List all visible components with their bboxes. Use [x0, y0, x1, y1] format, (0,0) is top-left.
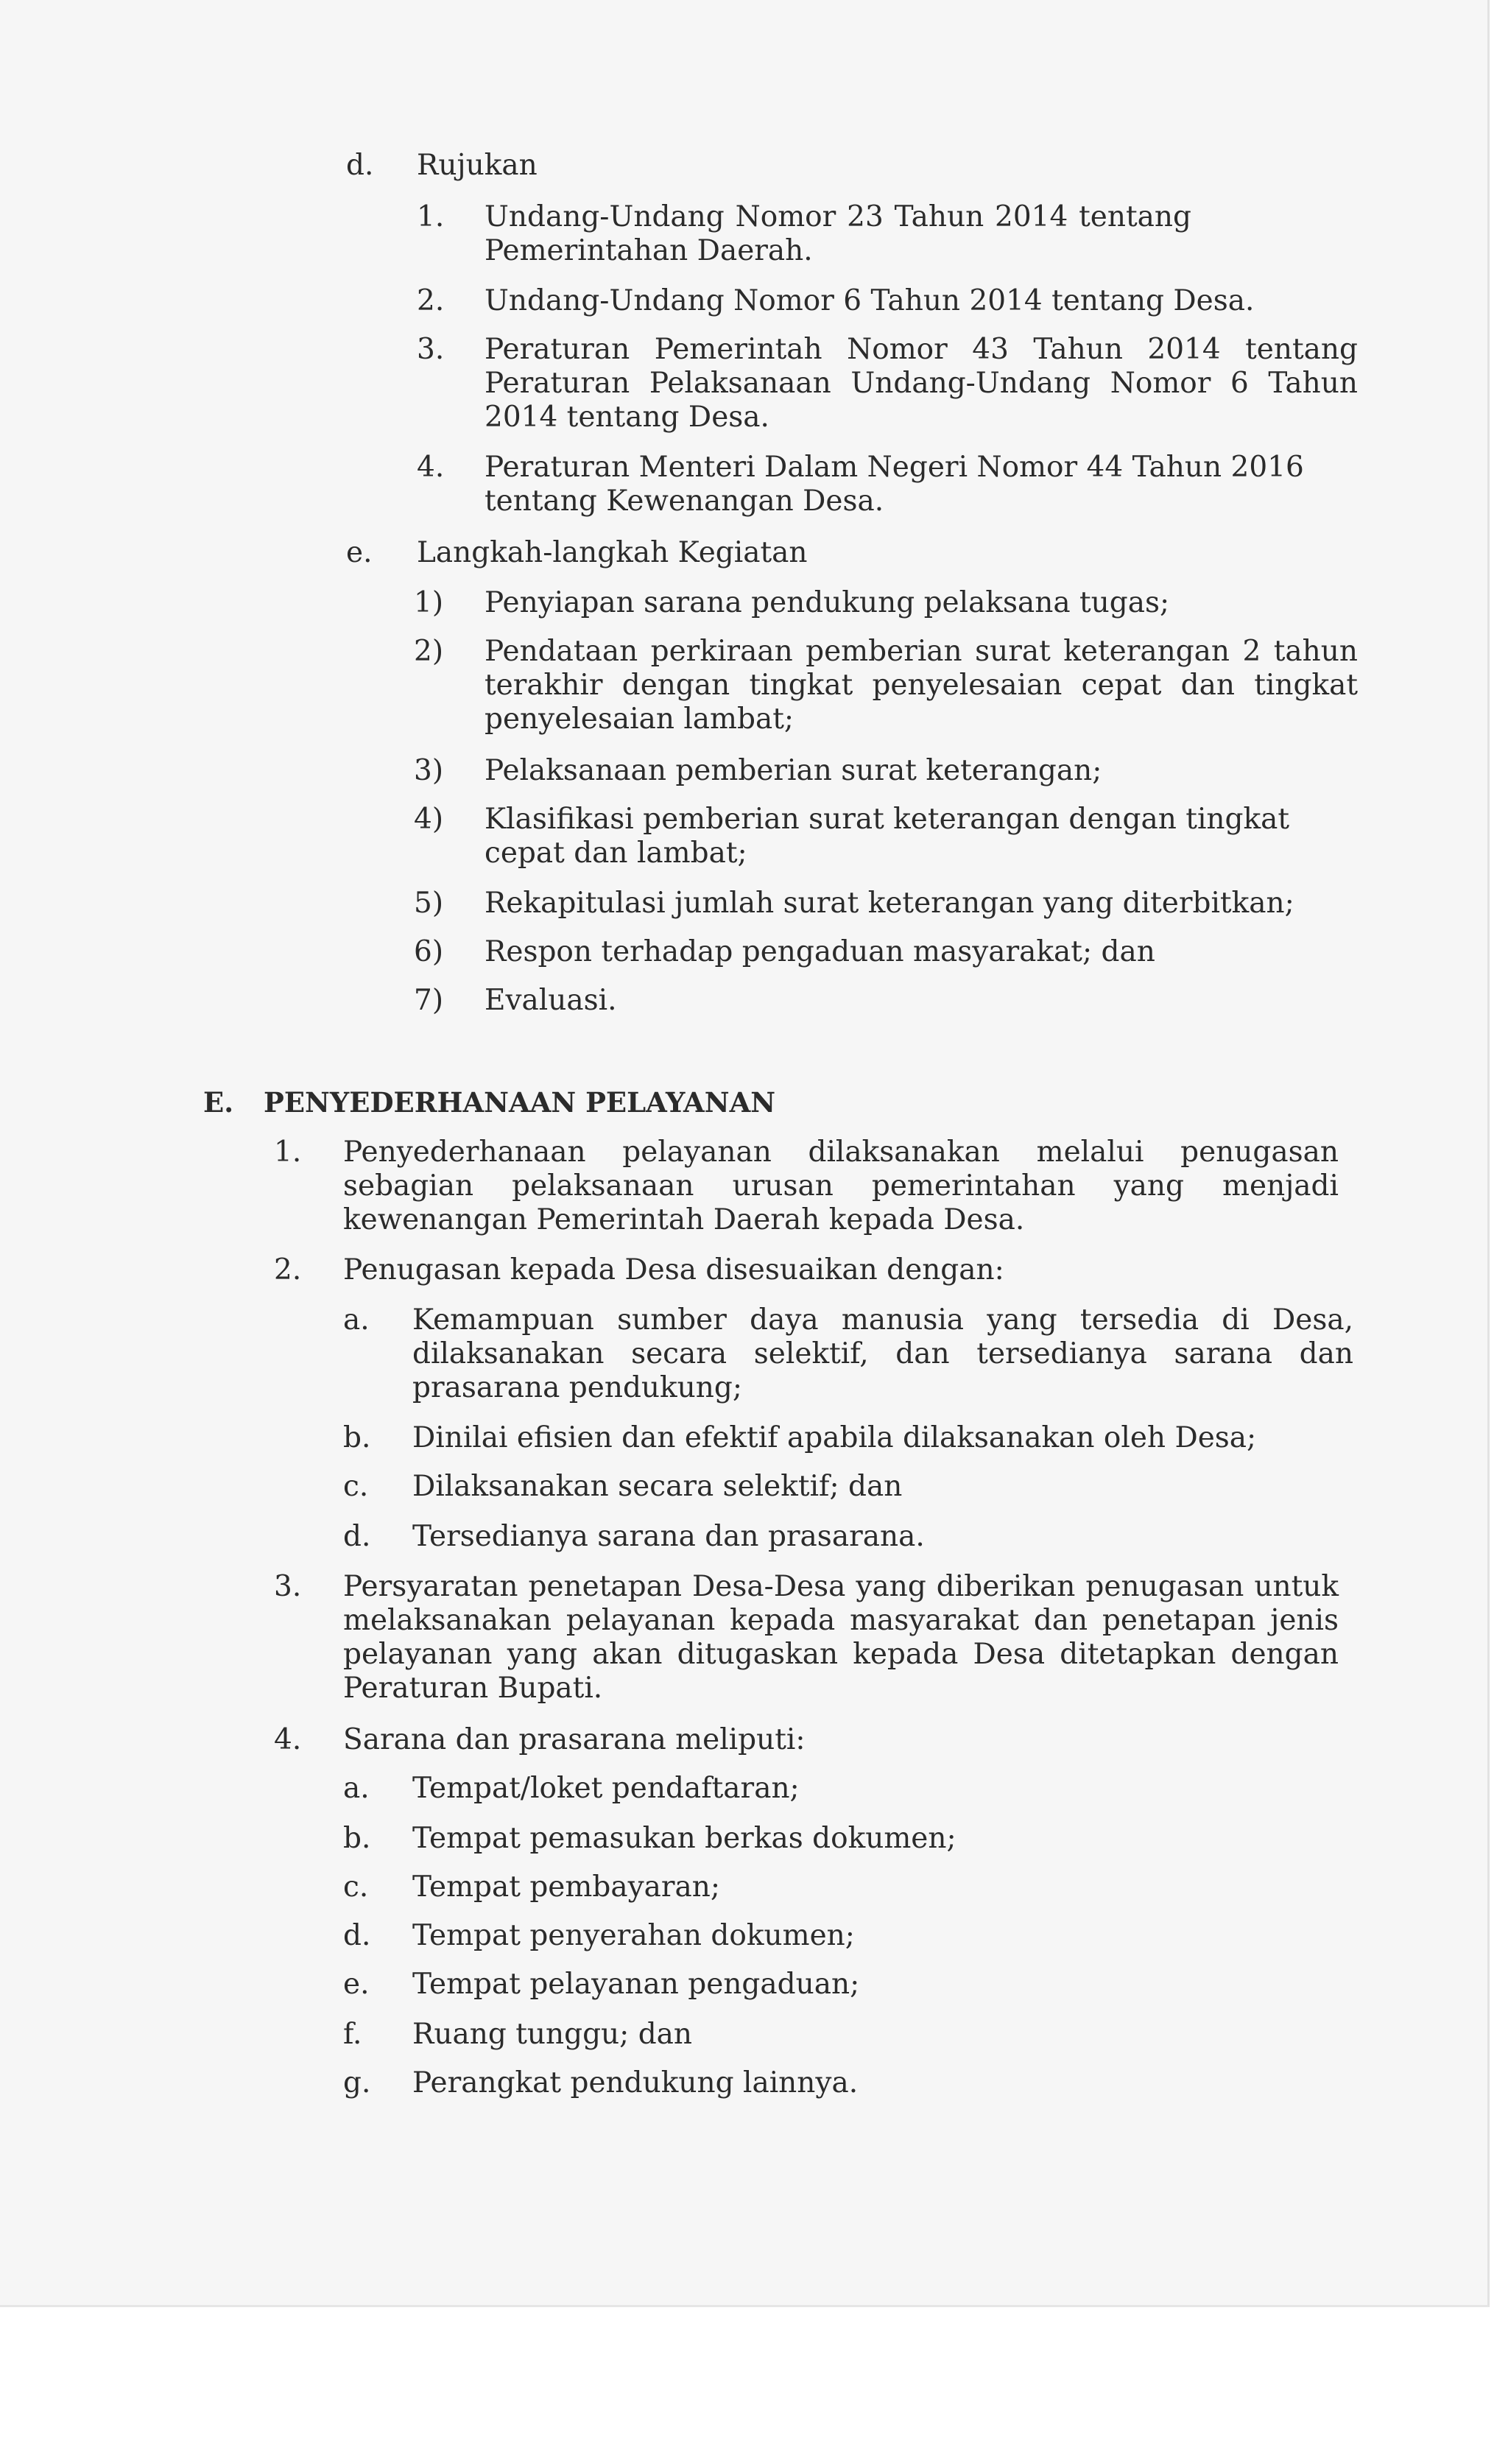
list-item-number: 3.: [417, 333, 445, 366]
list-item-number: 4.: [274, 1723, 302, 1756]
list-item-number: 3.: [274, 1570, 302, 1603]
list-item-number: c.: [343, 1870, 369, 1904]
list-item-text: Rekapitulasi jumlah surat keterangan yang diterbitkan;: [485, 887, 1294, 920]
list-item-number: e.: [343, 1968, 370, 2001]
list-item-text: Evaluasi.: [485, 984, 617, 1017]
list-item-text: Klasifikasi pemberian surat keterangan dengan tingkat cepat dan lambat;: [485, 803, 1290, 870]
list-item-text: Perangkat pendukung lainnya.: [412, 2066, 859, 2099]
list-item-text: Undang-Undang Nomor 23 Tahun 2014 tentang Pemerintahan Daerah.: [485, 200, 1191, 267]
list-item-text: Tempat pelayanan pengaduan;: [412, 1968, 860, 2001]
section-e-title: Langkah-langkah Kegiatan: [417, 536, 808, 569]
list-item-text: Ruang tunggu; dan: [412, 2018, 693, 2051]
list-item-number: d.: [343, 1520, 371, 1553]
list-item-number: d.: [343, 1919, 371, 1952]
list-item-text: Respon terhadap pengaduan masyarakat; dan: [485, 935, 1155, 968]
section-E-title: PENYEDERHANAAN PELAYANAN: [264, 1086, 776, 1119]
list-item-text: Dinilai efisien dan efektif apabila dilaksanakan oleh Desa;: [412, 1421, 1257, 1454]
list-item-number: 1.: [417, 200, 445, 233]
section-d-label: d.: [346, 149, 374, 182]
list-item-text: Sarana dan prasarana meliputi:: [343, 1723, 806, 1756]
section-e-label: e.: [346, 536, 373, 569]
list-item-number: 1.: [274, 1136, 302, 1169]
list-item-number: 7): [414, 984, 444, 1017]
list-item-number: 2): [414, 635, 444, 668]
list-item-number: 3): [414, 754, 444, 787]
list-item-text: Tersedianya sarana dan prasarana.: [412, 1520, 925, 1553]
list-item-text: Undang-Undang Nomor 6 Tahun 2014 tentang Desa.: [485, 284, 1255, 317]
section-E-label: E.: [203, 1086, 234, 1119]
list-item-number: a.: [343, 1303, 370, 1337]
section-d-title: Rujukan: [417, 149, 538, 182]
list-item-text: Pendataan perkiraan pemberian surat keterangan 2 tahun terakhir dengan tingkat penyelesaian cepat dan tingkat penyelesaian lambat;: [485, 635, 1358, 736]
list-item-text: Kemampuan sumber daya manusia yang tersedia di Desa, dilaksanakan secara selektif, dan tersedianya sarana dan prasarana pendukung;: [412, 1303, 1353, 1404]
list-item-number: 4.: [417, 451, 445, 484]
list-item-number: 4): [414, 803, 444, 836]
list-item-text: Penugasan kepada Desa disesuaikan dengan:: [343, 1253, 1004, 1286]
list-item-text: Tempat/loket pendaftaran;: [412, 1772, 800, 1805]
list-item-number: 5): [414, 887, 444, 920]
list-item-text: Dilaksanakan secara selektif; dan: [412, 1470, 903, 1503]
list-item-text: Peraturan Pemerintah Nomor 43 Tahun 2014 tentang Peraturan Pelaksanaan Undang-Undang Nomor 6 Tahun 2014 tentang Desa.: [485, 333, 1358, 434]
list-item-number: c.: [343, 1470, 369, 1503]
list-item-text: Tempat penyerahan dokumen;: [412, 1919, 855, 1952]
list-item-text: Peraturan Menteri Dalam Negeri Nomor 44 Tahun 2016 tentang Kewenangan Desa.: [485, 451, 1304, 518]
list-item-number: a.: [343, 1772, 370, 1805]
list-item-number: f.: [343, 2018, 362, 2051]
list-item-text: Penyiapan sarana pendukung pelaksana tugas;: [485, 586, 1170, 619]
list-item-text: Penyederhanaan pelayanan dilaksanakan melalui penugasan sebagian pelaksanaan urusan pemerintahan yang menjadi kewenangan Pemerintah Daerah kepada Desa.: [343, 1136, 1339, 1236]
list-item-number: 2.: [417, 284, 445, 317]
list-item-text: Tempat pemasukan berkas dokumen;: [412, 1822, 956, 1855]
list-item-text: Persyaratan penetapan Desa-Desa yang diberikan penugasan untuk melaksanakan pelayanan kepada masyarakat dan penetapan jenis pelayanan yang akan ditugaskan kepada Desa ditetapkan dengan Peraturan Bupati.: [343, 1570, 1339, 1705]
list-item-number: 1): [414, 586, 444, 619]
list-item-number: b.: [343, 1421, 371, 1454]
list-item-text: Pelaksanaan pemberian surat keterangan;: [485, 754, 1102, 787]
list-item-number: b.: [343, 1822, 371, 1855]
list-item-number: g.: [343, 2066, 371, 2099]
list-item-number: 6): [414, 935, 444, 968]
list-item-text: Tempat pembayaran;: [412, 1870, 721, 1904]
list-item-number: 2.: [274, 1253, 302, 1286]
